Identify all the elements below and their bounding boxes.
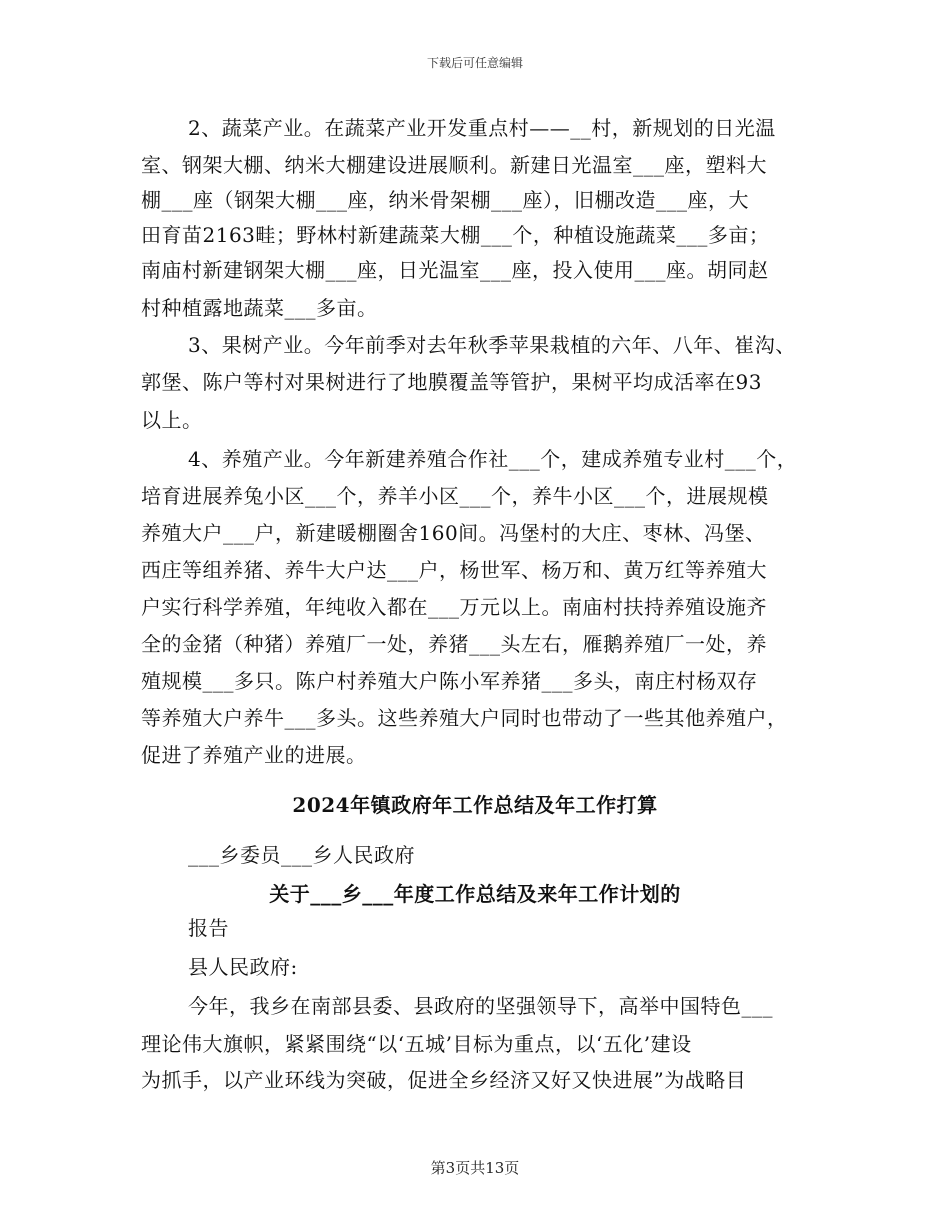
paragraph-intro-line-2: 理论伟大旗帜，紧紧围绕“以‘五城’目标为重点，以‘五化’建设 — [141, 1032, 692, 1056]
paragraph-breeding-line-3: 养殖大户___户，新建暖棚圈舍160间。冯堡村的大庄、枣林、冯堡、 — [141, 521, 766, 545]
report-word: 报告 — [188, 916, 229, 940]
paragraph-breeding-line-4: 西庄等组养猪、养牛大户达___户，杨世军、杨万和、黄万红等养殖大 — [141, 558, 767, 582]
paragraph-vegetable-line-1: 2、蔬菜产业。在蔬菜产业开发重点村——__村，新规划的日光温 — [188, 116, 776, 140]
paragraph-fruit-line-1: 3、果树产业。今年前季对去年秋季苹果栽植的六年、八年、崔沟、 — [188, 333, 796, 357]
paragraph-breeding-line-7: 殖规模___多只。陈户村养殖大户陈小军养猪___多头，南庄村杨双存 — [141, 669, 758, 693]
paragraph-breeding-line-5: 户实行科学养殖，年纯收入都在___万元以上。南庙村扶持养殖设施齐 — [141, 595, 767, 619]
paragraph-breeding-line-9: 促进了养殖产业的进展。 — [141, 743, 367, 767]
org-line: ___乡委员___乡人民政府 — [188, 843, 415, 867]
paragraph-vegetable-line-3: 棚___座（钢架大棚___座，纳米骨架棚___座），旧棚改造___座，大 — [141, 188, 749, 212]
paragraph-vegetable-line-4: 田育苗2163畦；野林村新建蔬菜大棚___个，种植设施蔬菜___多亩； — [141, 223, 770, 247]
paragraph-breeding-line-8: 等养殖大户养牛___多头。这些养殖大户同时也带动了一些其他养殖户， — [141, 706, 788, 730]
report-title: 关于___乡___年度工作总结及来年工作计划的 — [269, 882, 681, 906]
paragraph-breeding-line-6: 全的金猪（种猪）养殖厂一处，养猪___头左右，雁鹅养殖厂一处，养 — [141, 632, 767, 656]
paragraph-fruit-line-3: 以上。 — [141, 408, 203, 432]
paragraph-vegetable-line-5: 南庙村新建钢架大棚___座，日光温室___座，投入使用___座。胡同赵 — [141, 258, 769, 282]
page-footer: 第3页共13页 — [430, 1159, 520, 1177]
paragraph-breeding-line-1: 4、养殖产业。今年新建养殖合作社___个，建成养殖专业村___个， — [188, 447, 798, 471]
paragraph-intro-line-3: 为抓手，以产业环线为突破，促进全乡经济又好又快进展”为战略目 — [141, 1068, 747, 1092]
salutation: 县人民政府: — [188, 955, 298, 979]
paragraph-intro-line-1: 今年，我乡在南部县委、县政府的坚强领导下，高举中国特色___ — [188, 994, 773, 1018]
paragraph-breeding-line-2: 培育进展养兔小区___个，养羊小区___个，养牛小区___个，进展规模 — [141, 484, 769, 508]
page-header: 下载后可任意编辑 — [426, 56, 523, 70]
paragraph-fruit-line-2: 郭堡、陈户等村对果树进行了地膜覆盖等管护，果树平均成活率在93 — [141, 370, 762, 394]
paragraph-vegetable-line-6: 村种植露地蔬菜___多亩。 — [141, 296, 378, 320]
paragraph-vegetable-line-2: 室、钢架大棚、纳米大棚建设进展顺利。新建日光温室___座，塑料大 — [141, 153, 767, 177]
section-title: 2024年镇政府年工作总结及年工作打算 — [292, 793, 658, 817]
